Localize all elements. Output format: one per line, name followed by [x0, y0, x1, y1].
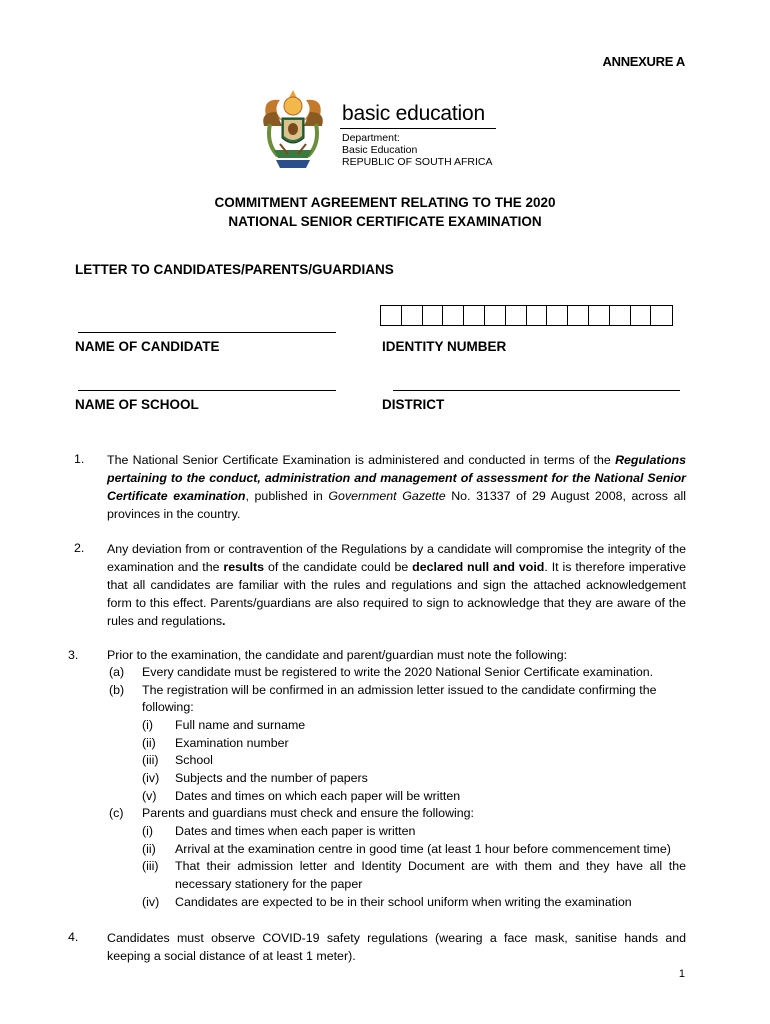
- sub-item-text: Dates and times when each paper is written: [175, 824, 416, 838]
- identity-number-label: IDENTITY NUMBER: [382, 339, 507, 354]
- candidate-name-label: NAME OF CANDIDATE: [75, 339, 220, 354]
- identity-number-boxes[interactable]: [380, 305, 673, 326]
- item-3b-label: (b): [109, 683, 125, 697]
- sub-item-label: (i): [142, 824, 154, 838]
- sub-item-label: (iii): [142, 859, 159, 873]
- item-3-number: 3.: [68, 648, 79, 662]
- department-name: Basic Education: [342, 144, 418, 156]
- item-3c-label: (c): [109, 806, 124, 820]
- item-2-number: 2.: [74, 541, 85, 555]
- brand-title: basic education: [342, 102, 485, 125]
- title-line-1: COMMITMENT AGREEMENT RELATING TO THE 2020: [214, 195, 556, 210]
- item-3c-text: Parents and guardians must check and ensure the following:: [142, 806, 474, 820]
- title-line-2: NATIONAL SENIOR CERTIFICATE EXAMINATION: [228, 214, 542, 229]
- item-3a-label: (a): [109, 665, 125, 679]
- sub-item-label: (iii): [142, 753, 159, 767]
- sub-item-text: That their admission letter and Identity Document are with them and they have all the necessary stationery for the paper: [175, 859, 686, 891]
- item-3a-text: Every candidate must be registered to write the 2020 National Senior Certificate examination.: [142, 665, 654, 679]
- school-name-line[interactable]: [78, 390, 336, 391]
- item-1-number: 1.: [74, 452, 85, 466]
- sub-item-text: Full name and surname: [175, 718, 306, 732]
- annexure-label: ANNEXURE A: [602, 54, 685, 69]
- school-name-label: NAME OF SCHOOL: [75, 397, 199, 412]
- sub-item-text: Dates and times on which each paper will be written: [175, 789, 461, 803]
- item-4-text: Candidates must observe COVID-19 safety regulations (wearing a face mask, sanitise hands and keeping a social distance of at least 1 meter).: [107, 931, 686, 963]
- sub-item-text: Candidates are expected to be in their school uniform when writing the examination: [175, 895, 632, 909]
- page-number: 1: [678, 968, 685, 980]
- brand-divider: [340, 128, 496, 129]
- item-3-text: Prior to the examination, the candidate and parent/guardian must note the following:: [107, 648, 568, 662]
- sub-item-text: School: [175, 753, 213, 767]
- sub-item-text: Arrival at the examination centre in good time (at least 1 hour before commencement time): [175, 842, 671, 856]
- item-3b-text-2: following:: [142, 700, 194, 714]
- department-label: Department:: [342, 132, 400, 144]
- item-3b-text-1: The registration will be confirmed in an admission letter issued to the candidate confirming the: [142, 683, 657, 697]
- item-2-text: Any deviation from or contravention of the Regulations by a candidate will compromise the integrity of the examination and the results of the candidate could be declared null and void. It is therefore imperative that all candidates are familiar with the rules and regulations and sign the attached acknowledgement form to this effect. Parents/guardians are also required to sign to acknowledge that they are aware of the rules and regulations.: [107, 542, 687, 628]
- sub-item-label: (iv): [142, 771, 160, 785]
- sub-item-label: (v): [142, 789, 157, 803]
- document-title: [0, 193, 770, 231]
- item-1-text: The National Senior Certificate Examination is administered and conducted in terms of the Regulations pertaining to the conduct, administration and management of assessment for the National Senior Certificate examination, published in Government Gazette No. 31337 of 29 August 2008, across all provinces in the country.: [107, 453, 686, 521]
- sub-item-label: (iv): [142, 895, 160, 909]
- sub-item-label: (ii): [142, 736, 156, 750]
- sub-item-label: (ii): [142, 842, 156, 856]
- district-line[interactable]: [393, 390, 680, 391]
- item-4-number: 4.: [68, 930, 79, 944]
- country-name: REPUBLIC OF SOUTH AFRICA: [342, 156, 493, 168]
- department-logo: [258, 86, 508, 172]
- sub-item-text: Examination number: [175, 736, 289, 750]
- sub-item-text: Subjects and the number of papers: [175, 771, 368, 785]
- letter-heading: LETTER TO CANDIDATES/PARENTS/GUARDIANS: [75, 262, 394, 277]
- sub-item-label: (i): [142, 718, 154, 732]
- candidate-name-line[interactable]: [78, 332, 336, 333]
- coat-of-arms-icon: [258, 86, 328, 172]
- district-label: DISTRICT: [382, 397, 445, 412]
